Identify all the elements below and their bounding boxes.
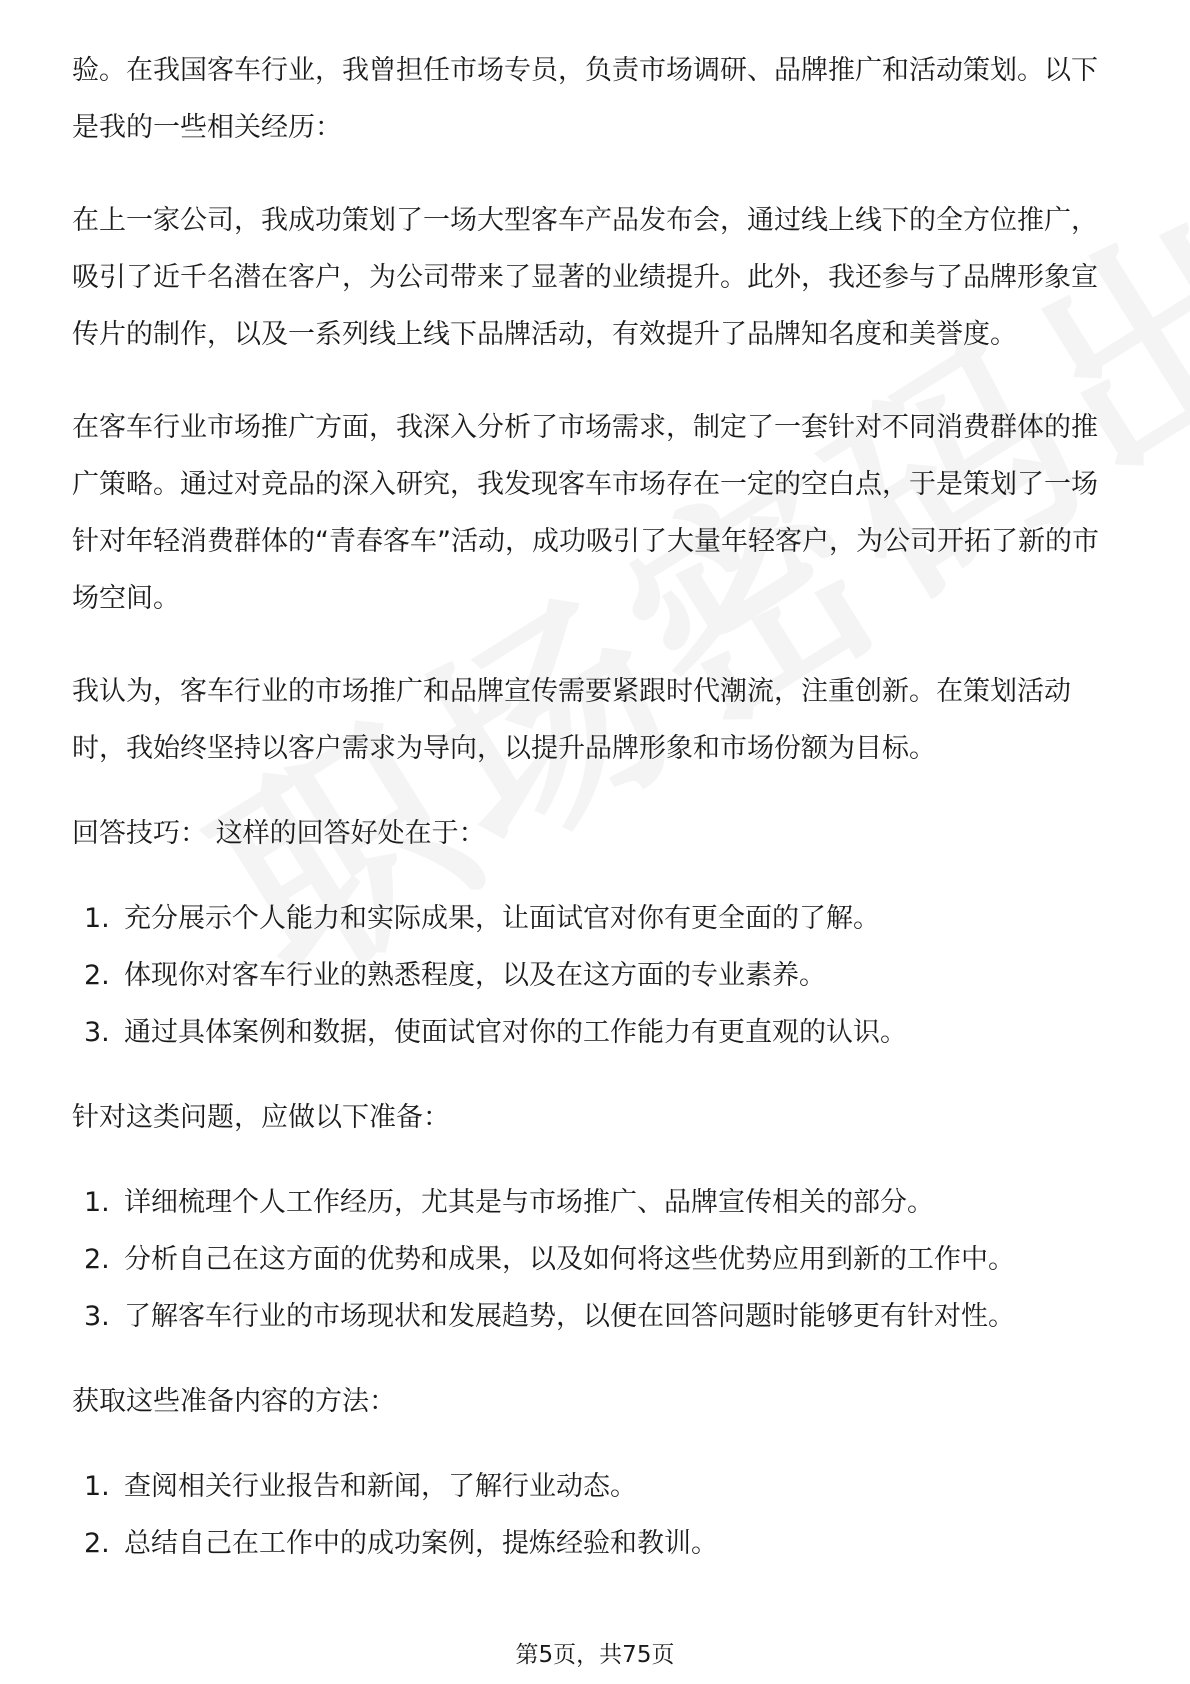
list-item: 1. 充分展示个人能力和实际成果，让面试官对你有更全面的了解。 xyxy=(84,903,880,934)
prep-list xyxy=(72,1174,1122,1345)
list-item: 1. 详细梳理个人工作经历，尤其是与市场推广、品牌宣传相关的部分。 xyxy=(84,1187,934,1218)
list-item: 1. 查阅相关行业报告和新闻，了解行业动态。 xyxy=(84,1471,637,1502)
list-item: 3. 了解客车行业的市场现状和发展趋势，以便在回答问题时能够更有针对性。 xyxy=(84,1301,1015,1332)
tips-heading: 回答技巧： 这样的回答好处在于： xyxy=(72,818,486,849)
list-item: 2. 分析自己在这方面的优势和成果，以及如何将这些优势应用到新的工作中。 xyxy=(84,1244,1015,1275)
method-list xyxy=(72,1458,1122,1572)
paragraph-market-strategy: 在客车行业市场推广方面，我深入分析了市场需求，制定了一套针对不同消费群体的推广策略。通过对竞品的深入研究，我发现客车市场存在一定的空白点，于是策划了一场针对年轻消费群体的“青春客车”活动，成功吸引了大量年轻客户，为公司开拓了新的市场空间。 xyxy=(72,412,1099,614)
tips-list xyxy=(72,890,1122,1061)
document-body xyxy=(72,42,1122,1572)
paragraph-opinion: 我认为，客车行业的市场推广和品牌宣传需要紧跟时代潮流，注重创新。在策划活动时，我始终坚持以客户需求为导向，以提升品牌形象和市场份额为目标。 xyxy=(72,676,1071,764)
method-heading: 获取这些准备内容的方法： xyxy=(72,1386,396,1417)
list-item: 2. 总结自己在工作中的成功案例，提炼经验和教训。 xyxy=(84,1528,718,1559)
prep-heading: 针对这类问题，应做以下准备： xyxy=(72,1102,450,1133)
paragraph-product-launch: 在上一家公司，我成功策划了一场大型客车产品发布会，通过线上线下的全方位推广，吸引了近千名潜在客户，为公司带来了显著的业绩提升。此外，我还参与了品牌形象宣传片的制作，以及一系列线上线下品牌活动，有效提升了品牌知名度和美誉度。 xyxy=(72,205,1098,350)
list-item: 3. 通过具体案例和数据，使面试官对你的工作能力有更直观的认识。 xyxy=(84,1017,907,1048)
list-item: 2. 体现你对客车行业的熟悉程度，以及在这方面的专业素养。 xyxy=(84,960,826,991)
page-footer: 第5页，共75页 xyxy=(515,1642,675,1668)
paragraph-experience-intro: 验。在我国客车行业，我曾担任市场专员，负责市场调研、品牌推广和活动策划。以下是我的一些相关经历： xyxy=(72,55,1098,143)
